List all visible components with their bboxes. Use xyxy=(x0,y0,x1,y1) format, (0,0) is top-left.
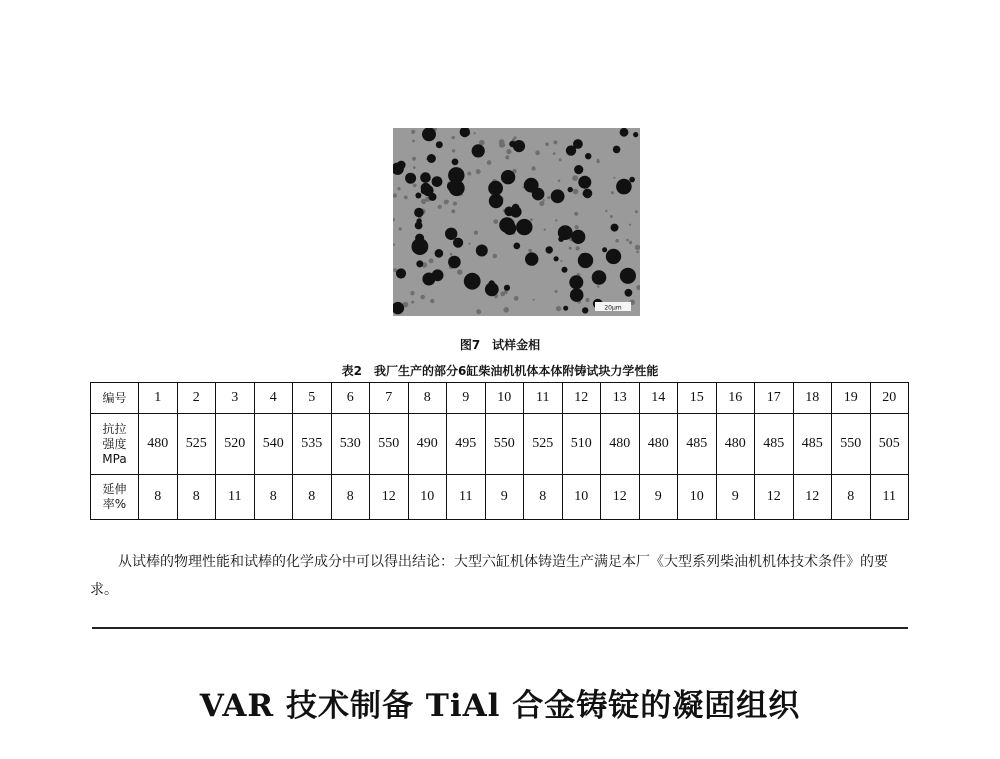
matrix-speck xyxy=(453,202,457,206)
matrix-speck xyxy=(574,212,578,216)
matrix-speck xyxy=(476,309,481,314)
table-row-strength xyxy=(91,414,909,475)
sample-number-cell: 13 xyxy=(601,383,640,414)
matrix-speck xyxy=(503,307,509,313)
elongation-cell: 12 xyxy=(755,475,794,520)
graphite-nodule xyxy=(611,224,619,232)
tensile-strength-cell: 495 xyxy=(447,414,486,475)
graphite-nodule xyxy=(488,181,503,196)
graphite-nodule xyxy=(445,228,457,240)
matrix-speck xyxy=(505,155,509,159)
matrix-speck xyxy=(547,196,550,199)
graphite-nodule xyxy=(524,178,539,193)
graphite-nodule xyxy=(613,146,621,154)
section-divider xyxy=(92,627,908,629)
matrix-speck xyxy=(558,180,561,183)
matrix-speck xyxy=(569,247,572,250)
elongation-cell: 10 xyxy=(678,475,717,520)
graphite-nodule xyxy=(585,153,591,159)
graphite-nodule xyxy=(606,249,621,264)
graphite-nodule xyxy=(405,173,416,184)
matrix-speck xyxy=(438,205,442,209)
graphite-nodule xyxy=(568,187,573,192)
graphite-nodule xyxy=(625,289,633,297)
graphite-nodule xyxy=(620,268,636,284)
sample-number-cell: 3 xyxy=(216,383,255,414)
graphite-nodule xyxy=(435,249,444,258)
sample-number-cell: 8 xyxy=(408,383,447,414)
tensile-strength-cell: 480 xyxy=(716,414,755,475)
elongation-cell: 8 xyxy=(293,475,332,520)
tensile-strength-cell: 480 xyxy=(601,414,640,475)
graphite-nodule xyxy=(422,128,436,141)
matrix-speck xyxy=(543,199,545,201)
elongation-cell: 8 xyxy=(331,475,370,520)
matrix-speck xyxy=(555,290,558,293)
graphite-nodule xyxy=(602,247,607,252)
matrix-speck xyxy=(556,306,561,311)
graphite-nodule xyxy=(501,170,515,184)
table-row-elongation xyxy=(91,475,909,520)
row-header-elongation xyxy=(91,475,139,520)
elongation-cell: 9 xyxy=(485,475,524,520)
graphite-nodule xyxy=(453,238,463,248)
tensile-strength-cell: 485 xyxy=(793,414,832,475)
graphite-nodule xyxy=(569,275,583,289)
matrix-speck xyxy=(559,158,562,161)
graphite-nodule xyxy=(460,128,470,137)
graphite-nodule xyxy=(558,236,564,242)
micrograph-image xyxy=(393,128,640,316)
matrix-speck xyxy=(545,142,549,146)
elongation-cell: 9 xyxy=(639,475,678,520)
matrix-speck xyxy=(487,160,492,165)
graphite-nodule xyxy=(629,177,635,183)
sample-number-cell: 10 xyxy=(485,383,524,414)
matrix-speck xyxy=(479,140,485,146)
graphite-nodule xyxy=(485,283,499,297)
graphite-nodule xyxy=(416,218,421,223)
matrix-speck xyxy=(626,239,629,242)
matrix-speck xyxy=(457,269,462,274)
matrix-speck xyxy=(430,299,434,303)
matrix-speck xyxy=(560,260,562,262)
elongation-cell: 11 xyxy=(216,475,255,520)
graphite-nodule xyxy=(620,128,629,137)
graphite-nodule xyxy=(432,176,443,187)
tensile-strength-cell: 525 xyxy=(177,414,216,475)
matrix-speck xyxy=(393,243,395,245)
elongation-cell: 11 xyxy=(447,475,486,520)
graphite-nodule xyxy=(393,302,404,314)
matrix-speck xyxy=(452,149,455,152)
matrix-speck xyxy=(531,166,535,170)
graphite-nodule xyxy=(472,144,485,157)
sample-number-cell: 5 xyxy=(293,383,332,414)
graphite-nodule xyxy=(489,194,503,208)
elongation-cell: 8 xyxy=(832,475,871,520)
graphite-nodule xyxy=(414,208,424,218)
graphite-nodule xyxy=(420,172,431,183)
properties-table xyxy=(90,382,909,520)
elongation-cell: 9 xyxy=(716,475,755,520)
matrix-speck xyxy=(393,218,395,222)
matrix-speck xyxy=(452,136,455,139)
matrix-speck xyxy=(451,209,455,213)
matrix-speck xyxy=(572,175,578,181)
tensile-strength-cell: 505 xyxy=(870,414,909,475)
graphite-nodule xyxy=(554,256,559,261)
row-header-strength-unit: MPa xyxy=(102,451,127,466)
tensile-strength-cell: 480 xyxy=(639,414,678,475)
matrix-speck xyxy=(493,254,498,259)
tensile-strength-cell: 480 xyxy=(139,414,178,475)
graphite-nodule xyxy=(421,183,431,193)
graphite-nodule xyxy=(582,307,588,313)
figure-caption: 图7 试样金相 xyxy=(459,338,541,352)
sample-number-cell: 17 xyxy=(755,383,794,414)
graphite-nodule xyxy=(429,193,437,201)
matrix-speck xyxy=(615,239,619,243)
graphite-nodule xyxy=(504,207,514,217)
sample-number-cell: 4 xyxy=(254,383,293,414)
sample-number-cell: 6 xyxy=(331,383,370,414)
tensile-strength-cell: 510 xyxy=(562,414,601,475)
graphite-nodule xyxy=(427,154,436,163)
elongation-cell: 12 xyxy=(370,475,409,520)
matrix-speck xyxy=(476,169,481,174)
matrix-speck xyxy=(605,210,607,212)
sample-number-cell: 14 xyxy=(639,383,678,414)
tensile-strength-cell: 550 xyxy=(832,414,871,475)
graphite-nodule xyxy=(415,193,421,199)
sample-number-cell: 16 xyxy=(716,383,755,414)
matrix-speck xyxy=(535,150,540,155)
graphite-nodule xyxy=(525,252,538,265)
row-header-elongation-line: 率% xyxy=(102,497,127,511)
matrix-speck xyxy=(629,224,631,226)
matrix-speck xyxy=(467,172,471,176)
graphite-nodule xyxy=(436,141,443,148)
matrix-speck xyxy=(393,193,397,197)
micrograph-graphic xyxy=(393,128,640,316)
matrix-speck xyxy=(585,298,589,302)
row-header-elongation-line: 延伸 xyxy=(102,482,127,496)
sample-number-cell: 2 xyxy=(177,383,216,414)
matrix-speck xyxy=(635,210,638,213)
graphite-nodule xyxy=(546,246,553,253)
graphite-nodule xyxy=(503,222,516,235)
matrix-speck xyxy=(636,251,639,254)
matrix-speck xyxy=(576,246,580,250)
matrix-speck xyxy=(500,292,505,297)
graphite-nodule xyxy=(592,270,607,285)
elongation-cell: 10 xyxy=(408,475,447,520)
graphite-nodule xyxy=(516,219,532,235)
sample-number-cell: 12 xyxy=(562,383,601,414)
matrix-speck xyxy=(493,219,498,224)
matrix-speck xyxy=(596,160,599,163)
elongation-cell: 10 xyxy=(562,475,601,520)
row-header-strength-line: 抗拉 xyxy=(102,421,127,436)
matrix-speck xyxy=(411,301,414,304)
tensile-strength-cell: 550 xyxy=(485,414,524,475)
matrix-speck xyxy=(420,295,425,300)
graphite-nodule xyxy=(573,139,583,149)
matrix-speck xyxy=(528,249,532,253)
matrix-speck xyxy=(555,219,557,221)
matrix-speck xyxy=(514,296,519,301)
elongation-cell: 8 xyxy=(139,475,178,520)
matrix-speck xyxy=(404,196,408,200)
sample-number-cell: 15 xyxy=(678,383,717,414)
graphite-nodule xyxy=(583,189,593,199)
matrix-speck xyxy=(468,243,470,245)
matrix-speck xyxy=(530,218,533,221)
matrix-speck xyxy=(573,189,579,195)
sample-number-cell: 11 xyxy=(524,383,563,414)
matrix-speck xyxy=(412,157,416,161)
graphite-nodule xyxy=(422,273,435,286)
tensile-strength-cell: 530 xyxy=(331,414,370,475)
tensile-strength-cell: 485 xyxy=(678,414,717,475)
matrix-speck xyxy=(636,285,640,290)
graphite-nodule xyxy=(570,288,584,302)
tensile-strength-cell: 540 xyxy=(254,414,293,475)
elongation-cell: 12 xyxy=(601,475,640,520)
graphite-nodule xyxy=(513,243,520,250)
graphite-nodule xyxy=(449,180,465,196)
matrix-speck xyxy=(413,166,416,169)
graphite-nodule xyxy=(578,176,591,189)
tensile-strength-cell: 550 xyxy=(370,414,409,475)
matrix-speck xyxy=(450,253,453,256)
graphite-nodule xyxy=(633,132,638,137)
graphite-nodule xyxy=(448,256,461,269)
matrix-speck xyxy=(533,299,535,301)
graphite-nodule xyxy=(452,159,459,166)
matrix-speck xyxy=(413,184,417,188)
matrix-speck xyxy=(499,139,505,145)
elongation-cell: 12 xyxy=(793,475,832,520)
matrix-speck xyxy=(474,231,478,235)
conclusion-paragraph: 从试棒的物理性能和试棒的化学成分中可以得出结论：大型六缸机体铸造生产满足本厂《大型系列柴油机机体技术条件》的要求。 xyxy=(90,554,888,598)
graphite-nodule xyxy=(562,267,568,273)
article-title: VAR 技术制备 TiAl 合金铸锭的凝固组织 xyxy=(199,688,801,724)
sample-number-cell: 18 xyxy=(793,383,832,414)
elongation-cell: 8 xyxy=(177,475,216,520)
graphite-nodule xyxy=(578,253,593,268)
row-header-strength-line: 强度 xyxy=(102,436,127,451)
elongation-cell: 11 xyxy=(870,475,909,520)
graphite-nodule xyxy=(616,179,632,195)
sample-number-cell: 19 xyxy=(832,383,871,414)
table-row-number xyxy=(91,383,909,414)
matrix-speck xyxy=(613,177,615,179)
tensile-strength-cell: 525 xyxy=(524,414,563,475)
matrix-speck xyxy=(410,291,414,295)
graphite-nodule xyxy=(563,306,568,311)
graphite-nodule xyxy=(464,273,481,290)
graphite-nodule xyxy=(574,165,583,174)
matrix-speck xyxy=(397,187,400,190)
tensile-strength-cell: 490 xyxy=(408,414,447,475)
graphite-nodule xyxy=(571,230,585,244)
matrix-speck xyxy=(411,130,415,134)
graphite-nodule xyxy=(396,268,406,278)
graphite-nodule xyxy=(412,238,429,255)
matrix-speck xyxy=(597,285,600,288)
elongation-cell: 8 xyxy=(524,475,563,520)
matrix-speck xyxy=(553,140,557,144)
matrix-speck xyxy=(575,225,579,229)
matrix-speck xyxy=(553,152,556,155)
graphite-nodule xyxy=(476,245,488,257)
matrix-speck xyxy=(447,200,449,202)
graphite-nodule xyxy=(504,285,510,291)
sample-number-cell: 7 xyxy=(370,383,409,414)
matrix-speck xyxy=(629,241,632,244)
graphite-nodule xyxy=(416,260,423,267)
graphite-nodule xyxy=(509,141,515,147)
row-header-number: 编号 xyxy=(91,383,139,414)
matrix-speck xyxy=(506,149,511,154)
sample-number-cell: 20 xyxy=(870,383,909,414)
matrix-speck xyxy=(635,245,640,250)
matrix-speck xyxy=(429,259,434,264)
elongation-cell: 8 xyxy=(254,475,293,520)
tensile-strength-cell: 485 xyxy=(755,414,794,475)
matrix-speck xyxy=(544,229,546,231)
sample-number-cell: 1 xyxy=(139,383,178,414)
sample-number-cell: 9 xyxy=(447,383,486,414)
matrix-speck xyxy=(474,132,476,134)
matrix-speck xyxy=(610,215,613,218)
scale-bar-label: 20μm xyxy=(604,304,622,312)
table-caption: 表2 我厂生产的部分6缸柴油机机体本体附铸试块力学性能 xyxy=(341,364,659,378)
tensile-strength-cell: 520 xyxy=(216,414,255,475)
matrix-speck xyxy=(412,140,415,143)
matrix-speck xyxy=(611,191,614,194)
tensile-strength-cell: 535 xyxy=(293,414,332,475)
matrix-speck xyxy=(399,227,402,230)
matrix-speck xyxy=(539,201,544,206)
graphite-nodule xyxy=(551,189,565,203)
row-header-strength xyxy=(91,414,139,475)
